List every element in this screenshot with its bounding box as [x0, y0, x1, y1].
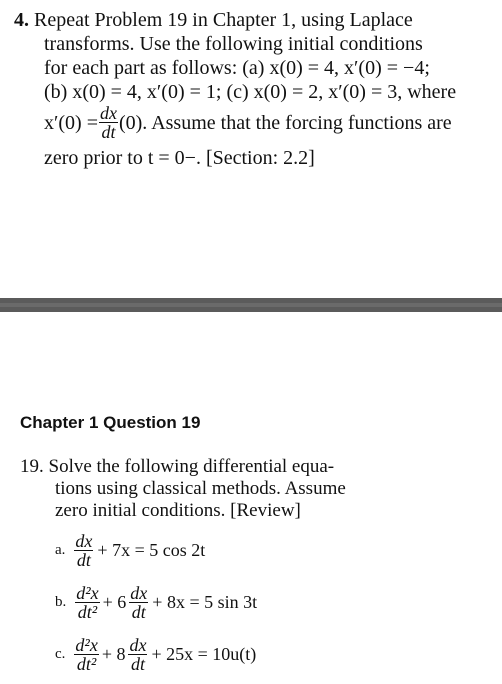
equation-rest: + 7x = 5 cos 2t	[97, 540, 206, 560]
fraction-numerator: d²x	[75, 635, 98, 655]
problem-4-line-5	[44, 104, 452, 141]
dx-dt-fraction	[74, 532, 93, 569]
fraction-numerator: dx	[75, 531, 93, 551]
problem-4-line-4: (b) x(0) = 4, x′(0) = 1; (c) x(0) = 2, x′(0) = 3, where	[44, 81, 457, 103]
dx-dt-fraction	[99, 104, 118, 141]
section-divider	[0, 298, 502, 312]
fraction-denominator: dt²	[76, 654, 97, 674]
problem-19-line-2: tions using classical methods. Assume	[55, 478, 346, 499]
problem-4-line-3: for each part as follows: (a) x(0) = 4, x′(0) = −4;	[44, 57, 430, 79]
fraction-denominator: dt	[76, 550, 91, 570]
problem-4-line-5-rest: (0). Assume that the forcing functions are	[118, 111, 452, 134]
dx-dt-fraction	[128, 636, 147, 673]
equation-mid: + 8	[101, 644, 126, 664]
fraction-denominator: dt	[101, 122, 116, 142]
equation-mid: + 6	[102, 592, 127, 612]
fraction-denominator: dt	[130, 654, 145, 674]
problem-19-text-1: Solve the following differential equa-	[48, 456, 335, 477]
problem-19-line-1	[20, 456, 334, 478]
problem-4-text-1: Repeat Problem 19 in Chapter 1, using Laplace	[34, 9, 413, 31]
equation-label: b.	[55, 594, 67, 610]
fraction-numerator: dx	[130, 583, 148, 603]
equation-c	[55, 636, 256, 673]
equation-label: a.	[55, 542, 66, 558]
problem-4-line-5-lhs: x′(0) =	[44, 111, 98, 134]
problem-19-line-3: zero initial conditions. [Review]	[55, 500, 301, 521]
problem-4-line-2: transforms. Use the following initial conditions	[44, 33, 423, 55]
dx-dt-fraction	[129, 584, 148, 621]
second-derivative-fraction	[75, 584, 99, 621]
chapter-heading: Chapter 1 Question 19	[20, 413, 201, 432]
fraction-numerator: dx	[129, 635, 147, 655]
fraction-numerator: d²x	[76, 583, 99, 603]
equation-a	[55, 532, 205, 569]
problem-4-line-6: zero prior to t = 0−. [Section: 2.2]	[44, 147, 315, 169]
equation-rest: + 8x = 5 sin 3t	[152, 592, 258, 612]
fraction-denominator: dt	[131, 602, 146, 622]
fraction-numerator: dx	[99, 103, 117, 123]
second-derivative-fraction	[74, 636, 98, 673]
problem-4-number: 4.	[14, 9, 29, 31]
problem-4-line-1	[14, 8, 413, 32]
problem-19-number: 19.	[20, 456, 44, 477]
equation-label: c.	[55, 646, 66, 662]
equation-b	[55, 584, 257, 621]
equation-rest: + 25x = 10u(t)	[151, 644, 257, 664]
fraction-denominator: dt²	[77, 602, 98, 622]
